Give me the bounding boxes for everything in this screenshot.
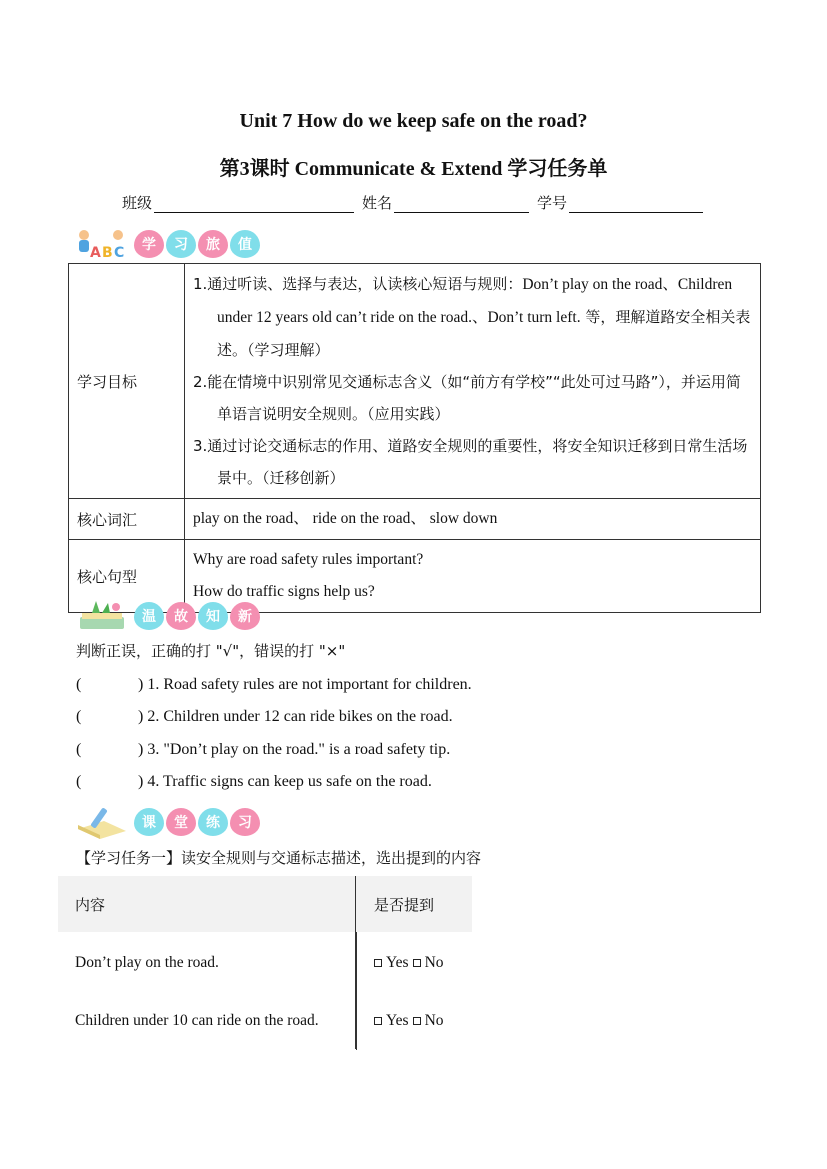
badge-char: 课 [134, 808, 164, 836]
badge-char: 学 [134, 230, 164, 258]
mentioned-column-header: 是否提到 [374, 895, 435, 914]
book-plant-icon [74, 599, 130, 633]
objective-3: 3.通过讨论交通标志的作用、道路安全规则的重要性，将安全知识迁移到日常生活场景中。（迁移创新） [193, 437, 748, 487]
row-content: Children under 10 can ride on the road. [58, 993, 356, 1049]
yes-checkbox[interactable] [374, 1017, 382, 1025]
goals-section-badge [74, 226, 262, 262]
objectives-row [69, 264, 761, 499]
badge-char: 故 [166, 602, 196, 630]
name-field[interactable] [394, 195, 529, 213]
badge-char: 新 [230, 602, 260, 630]
no-checkbox[interactable] [413, 959, 421, 967]
name-label: 姓名 [362, 194, 393, 212]
content-column-header: 内容 [58, 876, 356, 932]
task1-header-row [58, 876, 472, 932]
badge-char: 习 [230, 808, 260, 836]
task1-table [58, 876, 472, 1049]
number-label: 学号 [537, 194, 568, 212]
no-checkbox[interactable] [413, 1017, 421, 1025]
sentences-cell [185, 540, 761, 613]
question-2: ( ) 2. Children under 12 can ride bikes on the road. [76, 708, 453, 725]
page-title: Unit 7 How do we keep safe on the road? [239, 110, 588, 132]
learning-goals-table [68, 263, 761, 613]
question-4: ( ) 4. Traffic signs can keep us safe on the road. [76, 773, 432, 790]
column-divider [356, 932, 357, 1050]
student-info-row [122, 192, 711, 213]
objective-2: 2.能在情境中识别常见交通标志含义（如“前方有学校”“此处可过马路”），并运用简单语言说明安全规则。（应用实践） [193, 373, 741, 423]
svg-text:C: C [114, 245, 125, 261]
objectives-label: 学习目标 [69, 264, 185, 499]
question-3: ( ) 3. "Don’t play on the road." is a road safety tip. [76, 741, 451, 758]
question-1: ( ) 1. Road safety rules are not important for children. [76, 676, 472, 693]
class-label: 班级 [122, 194, 153, 212]
svg-text:A: A [90, 245, 101, 261]
badge-char: 温 [134, 602, 164, 630]
badge-char: 堂 [166, 808, 196, 836]
kids-abc-icon [74, 227, 130, 261]
sentence-2: How do traffic signs help us? [193, 583, 375, 600]
practice-section-badge [74, 804, 262, 840]
vocab-cell: play on the road、 ride on the road、 slow down [185, 499, 761, 540]
table-row [58, 932, 472, 993]
svg-text:B: B [102, 245, 113, 261]
class-field[interactable] [154, 195, 354, 213]
sentences-label: 核心句型 [69, 540, 185, 613]
badge-char: 习 [166, 230, 196, 258]
objectives-cell [185, 264, 761, 499]
review-section-badge [74, 598, 262, 634]
objective-1: 1.通过听读、选择与表达，认读核心短语与规则：Don’t play on the road、Children under 12 years old can’t ride on the road.、Don’t turn left. 等，理解道路安全相关表述。（学习理解） [193, 275, 751, 359]
row-content: Don’t play on the road. [58, 932, 356, 993]
yes-checkbox[interactable] [374, 959, 382, 967]
vocab-label: 核心词汇 [69, 499, 185, 540]
task1-title: 【学习任务一】读安全规则与交通标志描述，选出提到的内容 [76, 849, 482, 867]
sentence-1: Why are road safety rules important? [193, 551, 424, 568]
badge-char: 练 [198, 808, 228, 836]
page-subtitle: 第3课时 Communicate & Extend 学习任务单 [219, 158, 608, 180]
badge-char: 知 [198, 602, 228, 630]
yes-no-options: Yes No [356, 993, 472, 1049]
vocab-row [69, 499, 761, 540]
table-row [58, 993, 472, 1049]
badge-char: 值 [230, 230, 260, 258]
badge-char: 旅 [198, 230, 228, 258]
review-instruction: 判断正误，正确的打 "√"，错误的打 "×" [76, 642, 346, 660]
yes-no-options: Yes No [356, 932, 472, 993]
pencil-book-icon [74, 805, 130, 839]
number-field[interactable] [569, 195, 703, 213]
